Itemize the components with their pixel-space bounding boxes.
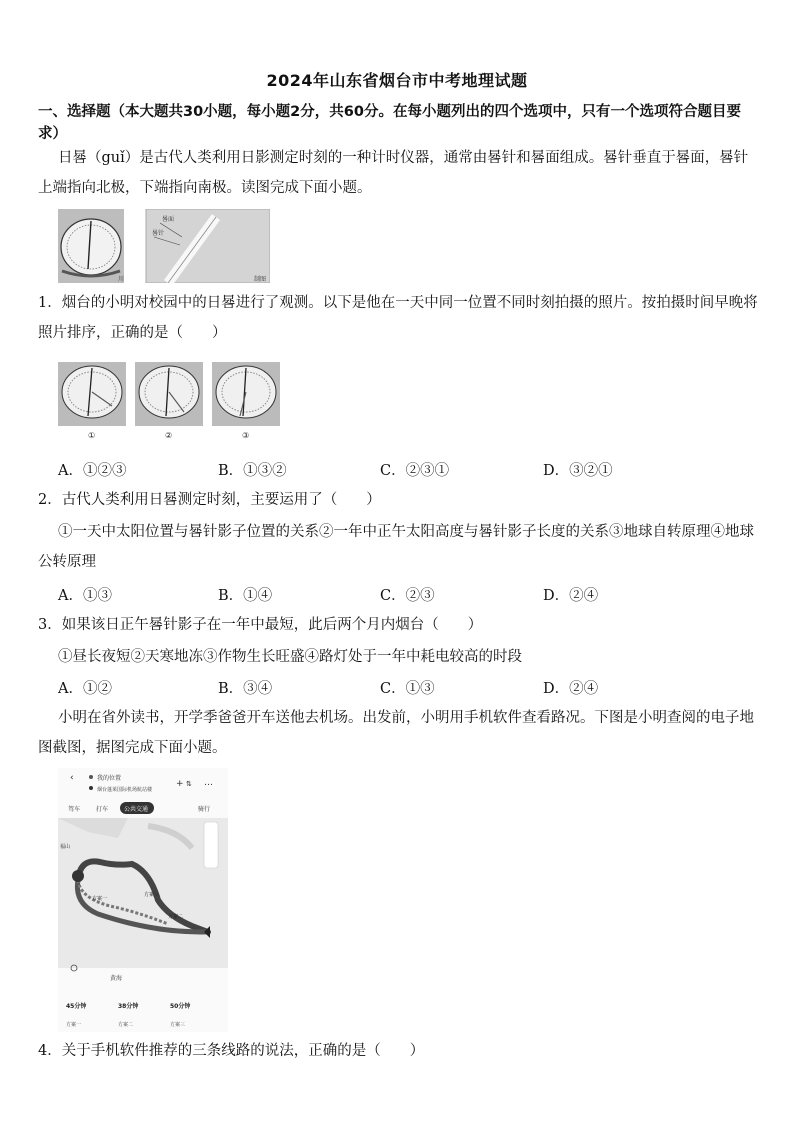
photo-2-label: ②: [165, 431, 173, 440]
label-c: 制图: [254, 276, 267, 283]
question-1-options: [58, 459, 758, 481]
q3-option-b[interactable]: B．③④: [218, 681, 273, 697]
add-waypoint-icon: +: [176, 779, 184, 789]
q3-option-d[interactable]: D．②④: [543, 681, 599, 697]
sundial-photos: [58, 362, 280, 442]
tab-cycle: 骑行: [198, 806, 211, 813]
q1-option-b[interactable]: B．①③②: [218, 463, 287, 479]
intro-sundial: 日晷（guǐ）是古代人类利用日影测定时刻的一种计时仪器，通常由晷针和晷面组成。晷针垂直于晷面，晷针上端指向北极，下端指向南极。读图完成下面小题。: [38, 150, 749, 196]
map-screenshot: [58, 768, 228, 1032]
route-1-name: 方案一: [66, 1022, 82, 1028]
map-from: 我的位置: [97, 775, 122, 782]
map-place-1: 福山: [60, 844, 71, 850]
photo-1: [58, 362, 126, 440]
section-heading: 一、选择题（本大题共30小题，每小题2分，共60分。在每小题列出的四个选项中，只有一个选项符合题目要求）: [38, 104, 741, 142]
route-3-time: 50分钟: [170, 1003, 191, 1010]
start-marker-icon: [72, 870, 84, 882]
q2-option-c[interactable]: C．②③: [380, 588, 435, 604]
map-controls: [204, 822, 218, 868]
route-3-name: 方案三: [170, 1022, 186, 1028]
q3-option-a[interactable]: A．①②: [58, 681, 112, 697]
question-2-options: [58, 584, 758, 606]
sundial-figure: [58, 209, 270, 283]
route-1-time: 45分钟: [66, 1003, 87, 1010]
q2-option-a[interactable]: A．①③: [58, 588, 112, 604]
label-a: 晷面: [162, 216, 175, 223]
destination-dot-icon: [89, 786, 93, 790]
route-2-time: 38分钟: [118, 1003, 139, 1010]
route-2-name: 方案二: [118, 1022, 134, 1028]
tab-transit: 公共交通: [124, 806, 149, 813]
page-title: 2024年山东省烟台市中考地理试题: [266, 71, 528, 90]
photo-2: [135, 362, 203, 440]
q2-option-b[interactable]: B．①④: [218, 588, 273, 604]
q3-option-c[interactable]: C．①③: [380, 681, 435, 697]
photo-3-label: ③: [242, 431, 250, 440]
photo-3: [212, 362, 280, 440]
question-3-stem: 3．如果该日正午晷针影子在一年中最短，此后两个月内烟台（ ）: [38, 617, 483, 633]
tab-taxi: 打车: [96, 806, 109, 813]
map-to: 烟台蓬莱国际机场航站楼: [97, 787, 153, 793]
question-2-items: ①一天中太阳位置与晷针影子位置的关系②一年中正午太阳高度与晷针影子长度的关系③地球自转原理④地球公转原理: [38, 524, 754, 570]
map-place-2: 黄海: [110, 975, 123, 982]
map-scheme-1: 方案一: [92, 896, 108, 902]
back-icon: ‹: [70, 773, 74, 783]
label-d: 川: [118, 276, 125, 283]
more-icon: …: [204, 778, 213, 788]
q1-option-c[interactable]: C．②③①: [380, 463, 450, 479]
origin-dot-icon: [89, 775, 93, 779]
question-4-stem: 4．关于手机软件推荐的三条线路的说法，正确的是（ ）: [38, 1043, 425, 1059]
q1-option-d[interactable]: D．③②①: [543, 463, 613, 479]
map-scheme-3: 方案三: [144, 892, 160, 898]
question-3-items: ①昼长夜短②天寒地冻③作物生长旺盛④路灯处于一年中耗电较高的时段: [58, 649, 522, 665]
question-1-stem: 1．烟台的小明对校园中的日晷进行了观测。以下是他在一天中同一位置不同时刻拍摄的照片。按拍摄时间早晚将照片排序，正确的是（ ）: [38, 295, 758, 341]
q2-option-d[interactable]: D．②④: [543, 588, 599, 604]
q1-option-a[interactable]: A．①②③: [58, 463, 127, 479]
question-2-stem: 2．古代人类利用日晷测定时刻，主要运用了（ ）: [38, 492, 381, 508]
photo-1-label: ①: [88, 431, 96, 440]
tab-drive: 驾车: [68, 806, 81, 813]
intro-map: 小明在省外读书，开学季爸爸开车送他去机场。出发前，小明用手机软件查看路况。下图是小明查阅的电子地图截图，据图完成下面小题。: [38, 710, 754, 756]
map-scheme-2: 方案二: [168, 914, 184, 920]
question-3-options: [58, 677, 758, 699]
label-b: 晷针: [152, 230, 165, 237]
swap-icon: ⇅: [186, 780, 192, 788]
